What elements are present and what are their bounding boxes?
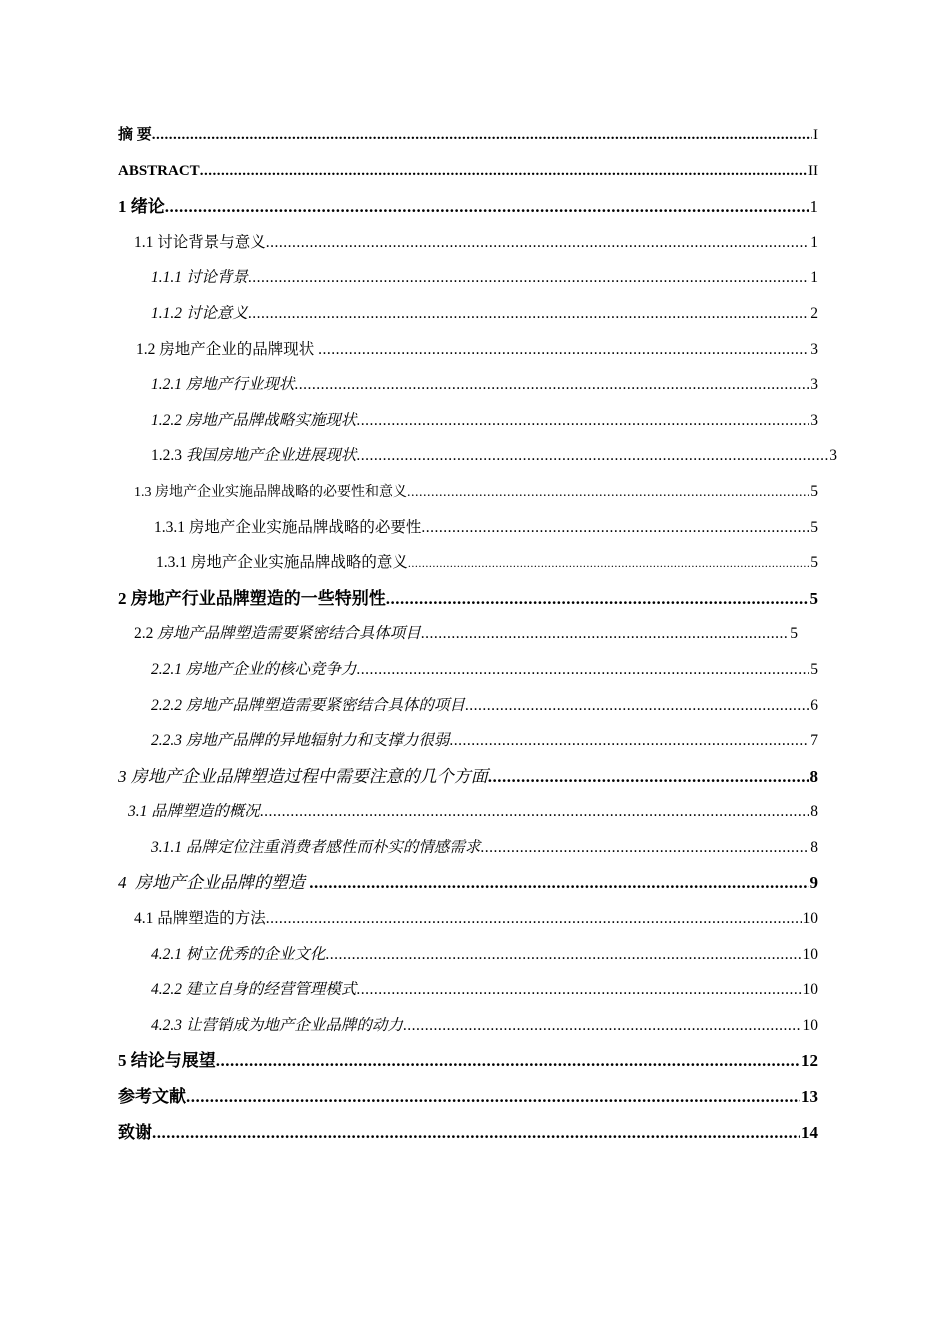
toc-entry-chapter-1[interactable]: [118, 189, 818, 225]
toc-entry-1-1-1[interactable]: [118, 260, 818, 296]
toc-entry-4-2-2[interactable]: [118, 972, 818, 1008]
toc-entry-title: 参考文献: [118, 1087, 186, 1107]
toc-entry-title: 4 房地产企业品牌的塑造: [118, 873, 310, 893]
toc-entry-title: 2 房地产行业品牌塑造的一些特别性: [118, 588, 386, 608]
toc-dot-leader: [309, 865, 808, 901]
toc-dot-leader: [480, 830, 809, 866]
toc-entry-title: 4.1 品牌塑造的方法: [134, 910, 266, 928]
toc-entry-number: 1.2.3: [151, 447, 186, 465]
toc-entry-1-1-2[interactable]: [118, 296, 818, 332]
table-of-contents: [118, 118, 837, 1150]
toc-dot-leader: [408, 546, 809, 582]
toc-dot-leader: [216, 1043, 800, 1079]
toc-entry-title: 致谢: [118, 1122, 152, 1142]
toc-dot-leader: [186, 1079, 800, 1115]
toc-dot-leader: [356, 438, 828, 474]
toc-dot-leader: [260, 794, 809, 830]
toc-entry-page: 8: [810, 803, 818, 821]
toc-entry-page: 10: [802, 981, 818, 999]
toc-entry-2-2-1[interactable]: [118, 652, 818, 688]
toc-dot-leader: [325, 937, 801, 973]
toc-dot-leader: [407, 475, 809, 511]
toc-entry-4-1[interactable]: [118, 901, 818, 937]
toc-entry-title: 3.1 品牌塑造的概况: [128, 803, 260, 821]
toc-entry-page: 5: [810, 482, 818, 500]
toc-dot-leader: [356, 652, 809, 688]
toc-dot-leader: [266, 225, 809, 261]
toc-entry-abstract-en[interactable]: [118, 154, 818, 190]
toc-entry-page: 1: [809, 197, 818, 217]
toc-entry-title: 1.1.2 讨论意义: [151, 304, 248, 322]
toc-entry-page: 9: [809, 873, 818, 893]
toc-dot-leader: [465, 688, 809, 724]
toc-entry-title: 1 绪论: [118, 197, 165, 217]
toc-dot-leader: [248, 296, 809, 332]
toc-dot-leader: [152, 1115, 800, 1151]
toc-entry-page: 3: [829, 447, 837, 465]
toc-dot-leader: [318, 332, 809, 368]
toc-entry-title: 4.2.1 树立优秀的企业文化: [151, 945, 326, 963]
toc-entry-number: 2.2: [134, 625, 158, 643]
toc-entry-title: 2.2.2 房地产品牌塑造需要紧密结合具体的项目: [151, 696, 465, 714]
toc-entry-page: 5: [809, 588, 818, 608]
toc-entry-title: 2.2.1 房地产企业的核心竞争力: [151, 660, 357, 678]
toc-entry-title: 1.2.1 房地产行业现状: [151, 376, 295, 394]
toc-entry-page: 10: [802, 910, 818, 928]
toc-entry-page: 10: [802, 945, 818, 963]
toc-entry-chapter-3[interactable]: [118, 759, 818, 795]
toc-entry-page: 14: [801, 1122, 818, 1142]
toc-entry-title: 1.3.1 房地产企业实施品牌战略的意义: [156, 554, 408, 572]
toc-entry-1-3[interactable]: [118, 474, 818, 510]
toc-entry-title: 1.3.1 房地产企业实施品牌战略的必要性: [154, 518, 422, 536]
toc-entry-page: 3: [810, 340, 818, 358]
toc-entry-title: [151, 438, 356, 474]
toc-entry-title: 1.1.1 讨论背景: [151, 269, 248, 287]
toc-entry-page: 12: [801, 1051, 818, 1071]
toc-entry-page: 5: [810, 518, 818, 536]
toc-dot-leader: [449, 723, 809, 759]
toc-entry-2-2-3[interactable]: [118, 723, 818, 759]
toc-entry-page: 8: [810, 838, 818, 856]
toc-entry-title: 1.1 讨论背景与意义: [134, 233, 266, 251]
toc-entry-title: 1.3 房地产企业实施品牌战略的必要性和意义: [134, 484, 407, 500]
toc-entry-page: 5: [790, 625, 798, 643]
toc-entry-title-text: 房地产品牌塑造需要紧密结合具体项目: [157, 625, 421, 643]
toc-entry-title: [134, 616, 421, 652]
toc-dot-leader: [403, 1008, 802, 1044]
toc-entry-page: 5: [810, 660, 818, 678]
toc-entry-1-2-3[interactable]: [118, 438, 837, 474]
toc-entry-page: 3: [810, 376, 818, 394]
toc-entry-page: 2: [810, 304, 818, 322]
toc-entry-title: 2.2.3 房地产品牌的异地辐射力和支撑力很弱: [151, 732, 450, 750]
toc-entry-1-2-1[interactable]: [118, 367, 818, 403]
toc-entry-1-3-1b[interactable]: [118, 545, 818, 581]
toc-dot-leader: [356, 403, 809, 439]
toc-entry-3-1-1[interactable]: [118, 830, 818, 866]
toc-entry-title-text: 我国房地产企业进展现状: [185, 447, 357, 465]
toc-entry-title: 4.2.3 让营销成为地产企业品牌的动力: [151, 1016, 403, 1034]
toc-entry-page: 1: [810, 269, 818, 287]
toc-entry-references[interactable]: [118, 1079, 818, 1115]
toc-entry-title: 5 结论与展望: [118, 1051, 216, 1071]
toc-entry-page: 7: [810, 732, 818, 750]
toc-entry-2-2-2[interactable]: [118, 688, 818, 724]
toc-entry-1-2[interactable]: [118, 332, 818, 368]
toc-entry-page: 10: [802, 1016, 818, 1034]
toc-entry-1-2-2[interactable]: [118, 403, 818, 439]
toc-entry-page: 6: [810, 696, 818, 714]
toc-dot-leader: [165, 189, 809, 225]
toc-entry-page: 13: [801, 1087, 818, 1107]
toc-entry-3-1[interactable]: [118, 794, 818, 830]
toc-entry-page: II: [808, 162, 818, 179]
toc-entry-acknowledgements[interactable]: [118, 1115, 818, 1151]
toc-entry-page: 1: [810, 233, 818, 251]
toc-entry-title: 1.2.2 房地产品牌战略实施现状: [151, 411, 357, 429]
toc-dot-leader: [356, 972, 801, 1008]
toc-entry-page: I: [813, 127, 818, 143]
toc-entry-title: 3 房地产企业品牌塑造过程中需要注意的几个方面: [118, 766, 488, 786]
toc-dot-leader: [294, 367, 809, 403]
toc-entry-page: 5: [810, 554, 818, 572]
toc-entry-chapter-5[interactable]: [118, 1043, 818, 1079]
toc-entry-page: 3: [810, 411, 818, 429]
toc-entry-abstract-cn[interactable]: [118, 118, 818, 154]
toc-dot-leader: [248, 260, 809, 296]
toc-dot-leader: [386, 581, 809, 617]
toc-entry-4-2-1[interactable]: [118, 937, 818, 973]
toc-entry-page: 8: [809, 766, 818, 786]
toc-entry-1-3-1a[interactable]: [118, 510, 818, 546]
toc-entry-title: ABSTRACT: [118, 162, 200, 179]
toc-entry-title: 1.2 房地产企业的品牌现状: [136, 340, 319, 358]
toc-dot-leader: [266, 901, 802, 937]
toc-entry-title: 摘 要: [118, 127, 152, 143]
toc-dot-leader: [421, 616, 789, 652]
toc-entry-2-2[interactable]: [118, 616, 798, 652]
toc-dot-leader: [152, 118, 812, 154]
toc-dot-leader: [200, 154, 807, 190]
toc-entry-4-2-3[interactable]: [118, 1008, 818, 1044]
toc-entry-1-1[interactable]: [118, 225, 818, 261]
toc-entry-chapter-2[interactable]: [118, 581, 818, 617]
toc-entry-chapter-4[interactable]: [118, 865, 818, 901]
toc-entry-title: 4.2.2 建立自身的经营管理模式: [151, 981, 357, 999]
toc-dot-leader: [488, 759, 809, 795]
toc-dot-leader: [421, 510, 809, 546]
toc-entry-title: 3.1.1 品牌定位注重消费者感性而朴实的情感需求: [151, 838, 481, 856]
